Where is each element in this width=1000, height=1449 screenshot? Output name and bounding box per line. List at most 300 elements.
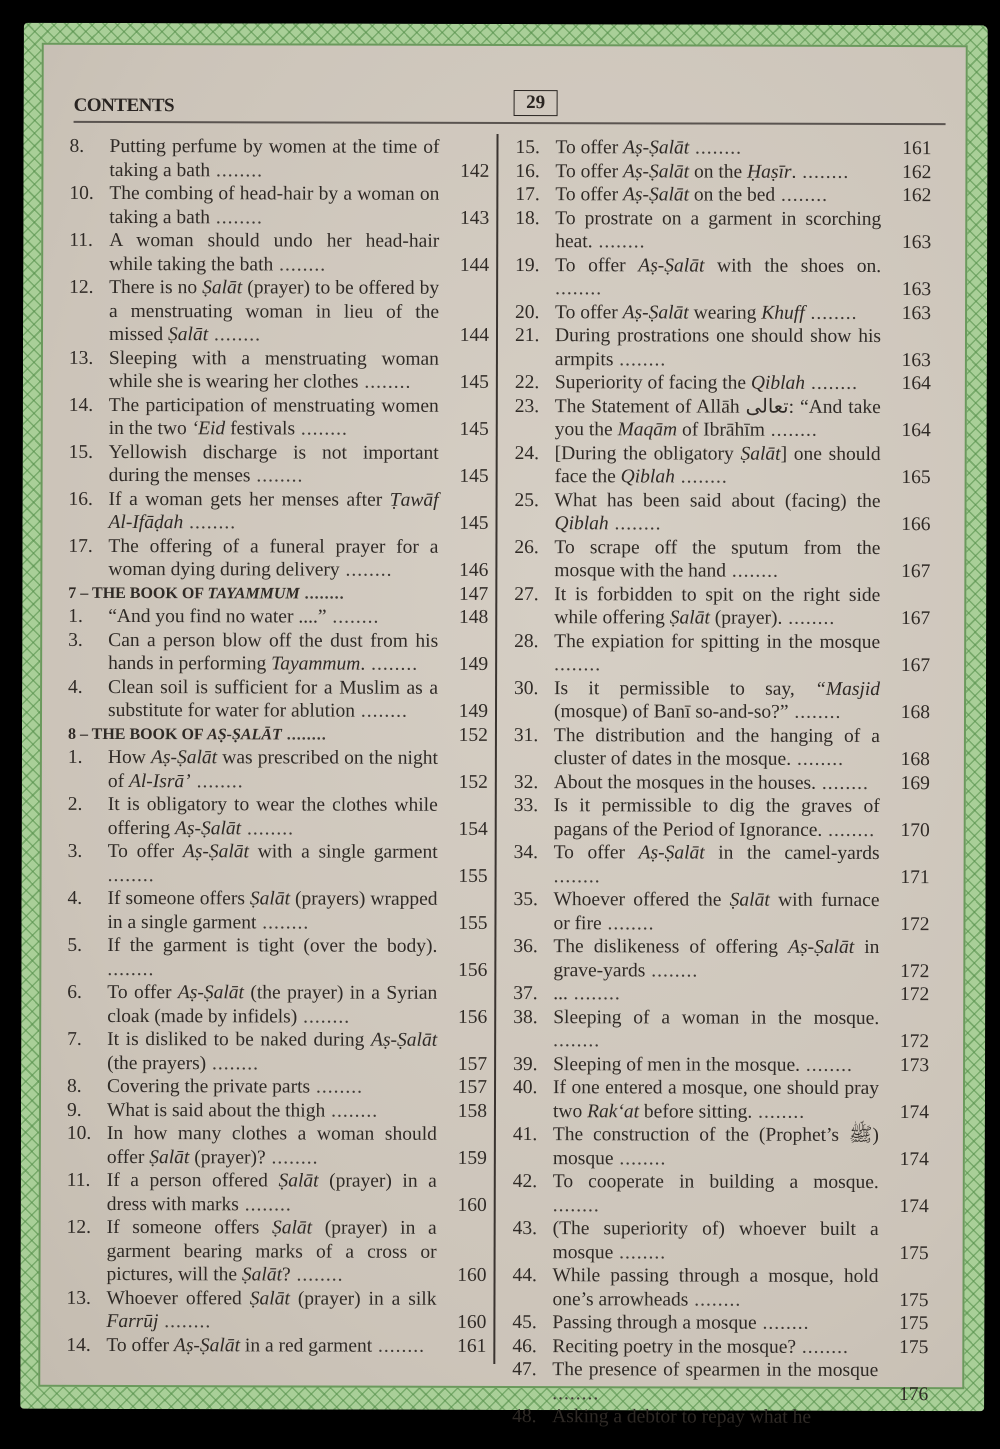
toc-entry-title: Covering the private parts ........ — [107, 1075, 364, 1098]
toc-entry[interactable] — [515, 160, 931, 185]
toc-page-number: 152 — [458, 724, 488, 746]
toc-entry[interactable] — [513, 1123, 929, 1171]
toc-entry-title: The construction of the (Prophet’s ﷺ) mosque ........ — [552, 1124, 879, 1169]
toc-entry[interactable] — [69, 276, 489, 348]
toc-entry-number: 1. — [68, 605, 83, 627]
dot-leader: ........ — [281, 725, 327, 744]
dot-leader: ........ — [788, 701, 842, 723]
toc-entry[interactable] — [515, 442, 931, 490]
toc-entry-number: 46. — [512, 1335, 537, 1357]
page-paper — [38, 43, 968, 1428]
toc-entry-number: 39. — [513, 1053, 538, 1075]
toc-entry-title: Sleeping of a woman in the mosque. ........ — [553, 1006, 880, 1052]
toc-entry[interactable] — [514, 794, 930, 842]
dot-leader: ........ — [295, 418, 348, 440]
toc-page-number: 145 — [459, 512, 489, 534]
dot-leader: ........ — [325, 1100, 379, 1122]
toc-entry-number: 11. — [69, 229, 93, 251]
toc-entry-title: To cooperate in building a mosque. ........ — [552, 1171, 879, 1216]
toc-page-number: 155 — [458, 912, 488, 934]
toc-entry-number: 47. — [512, 1359, 537, 1381]
toc-entry-title: ... ........ — [553, 983, 621, 1005]
toc-page-number: 162 — [902, 161, 932, 183]
toc-page-number: 155 — [458, 865, 488, 887]
toc-page-number: 161 — [902, 138, 932, 160]
toc-entry[interactable] — [512, 1335, 928, 1360]
toc-entry-title: To offer Aṣ-Ṣalāt with a single garment ........ — [107, 840, 438, 886]
toc-entry[interactable] — [69, 229, 489, 277]
toc-page-number: 168 — [900, 749, 930, 771]
toc-entry-number: 38. — [513, 1006, 538, 1028]
toc-entry[interactable] — [512, 1358, 928, 1406]
dot-leader: ........ — [805, 372, 858, 394]
toc-entry-title: If the garment is tight (over the body). ........ — [107, 934, 438, 980]
toc-entry-number: 27. — [514, 583, 539, 605]
toc-page-number: 147 — [459, 583, 489, 605]
dot-leader: ........ — [241, 817, 295, 839]
toc-page-number: 164 — [901, 420, 931, 442]
dot-leader: ........ — [726, 560, 779, 582]
toc-entry-number: 18. — [515, 207, 540, 229]
toc-entry-number: 8. — [67, 1075, 82, 1097]
dot-leader: ........ — [674, 466, 728, 488]
dot-leader: ........ — [555, 278, 603, 300]
toc-entry-number: 25. — [514, 489, 539, 511]
toc-entry-number: 30. — [514, 677, 539, 699]
toc-page-number: 143 — [460, 207, 490, 229]
toc-entry-title: Yellowish discharge is not important during the menses ........ — [108, 441, 439, 487]
toc-entry-number: 35. — [513, 889, 538, 911]
toc-page-number: 173 — [899, 1054, 930, 1076]
toc-entry-number: 4. — [68, 676, 83, 698]
toc-entry-number: 16. — [68, 488, 93, 510]
dot-leader: ........ — [822, 819, 876, 841]
toc-entry[interactable] — [68, 534, 488, 582]
toc-page-number: 163 — [901, 279, 932, 301]
toc-entry-number: 17. — [68, 535, 93, 557]
toc-entry-number: 8. — [69, 135, 85, 157]
toc-entry-title: What has been said about (facing) the Qiblah ........ — [554, 489, 881, 535]
toc-page-number: 161 — [457, 1335, 487, 1357]
dot-leader: ........ — [791, 748, 844, 770]
dot-leader: ........ — [107, 958, 155, 980]
dot-leader: ........ — [752, 1101, 806, 1123]
dot-leader: ........ — [553, 865, 601, 887]
page-title: CONTENTS — [73, 94, 175, 117]
toc-entry-number: 4. — [67, 887, 83, 909]
toc-entry[interactable] — [67, 1075, 487, 1100]
toc-entry-title: What is said about the thigh ........ — [106, 1099, 379, 1122]
column-divider — [493, 134, 498, 1364]
toc-entry-number: 9. — [66, 1099, 82, 1121]
toc-page-number: 174 — [899, 1195, 929, 1217]
dot-leader: ........ — [554, 654, 602, 676]
toc-page-number: 165 — [901, 467, 931, 489]
toc-entry-title: To offer Aṣ-Ṣalāt in a red garment ........ — [106, 1334, 426, 1357]
contents-right-column — [512, 136, 931, 1430]
toc-entry-title: How Aṣ-Ṣalāt was prescribed on the night of Al-Isrā’ ........ — [107, 746, 438, 792]
toc-entry[interactable] — [514, 724, 930, 772]
dot-leader: ........ — [208, 324, 262, 346]
dot-leader: ........ — [250, 465, 304, 487]
toc-entry[interactable] — [67, 1169, 487, 1217]
toc-entry-title: If one entered a mosque, one should pray two Rak‘at before sitting. ........ — [552, 1077, 880, 1123]
toc-entry[interactable] — [68, 840, 488, 888]
toc-entry-number: 12. — [66, 1216, 92, 1238]
toc-entry-title: Reciting poetry in the mosque? ........ — [552, 1335, 849, 1358]
toc-entry[interactable] — [513, 1053, 929, 1078]
toc-entry[interactable] — [68, 605, 488, 630]
toc-entry-title: [During the obligatory Ṣalāt] one should face the Qiblah ........ — [554, 442, 881, 488]
toc-page-number: 144 — [459, 254, 490, 276]
toc-entry-title: If a woman gets her menses after Ṭawāf Al-Ifāḍah ........ — [108, 488, 439, 534]
toc-page-number: 164 — [901, 373, 931, 395]
dot-leader: ........ — [601, 912, 655, 934]
toc-page-number: 176 — [898, 1383, 929, 1405]
toc-entry-number: 12. — [69, 276, 94, 298]
toc-entry[interactable] — [66, 1286, 486, 1334]
toc-entry-number: 15. — [515, 137, 540, 159]
toc-entry-number: 3. — [67, 840, 83, 862]
toc-entry[interactable] — [513, 1170, 929, 1218]
toc-entry[interactable] — [67, 1122, 487, 1170]
toc-page-number: 146 — [459, 559, 489, 581]
dot-leader: ........ — [689, 137, 743, 159]
toc-entry[interactable] — [514, 677, 930, 725]
toc-entry-title: (The superiority of) whoever built a mosque ........ — [552, 1218, 879, 1263]
toc-entry-number: 41. — [512, 1124, 538, 1146]
dot-leader: ........ — [613, 1147, 667, 1169]
toc-entry-title: To scrape off the sputum from the mosque with the hand ........ — [554, 536, 881, 582]
toc-entry[interactable] — [67, 1028, 487, 1076]
toc-section-heading[interactable] — [68, 722, 488, 747]
dot-leader: ........ — [756, 1312, 810, 1334]
toc-entry-title: Whoever offered the Ṣalāt with furnace or fire ........ — [553, 889, 880, 934]
toc-entry-title: The participation of menstruating women in the two ‘Eid festivals ........ — [108, 394, 439, 440]
dot-leader: ........ — [354, 700, 408, 722]
dot-leader: ........ — [608, 513, 662, 535]
toc-entry-title: The Statement of Allāh تعالى: “And take you the Maqām of Ibrāhīm ........ — [554, 395, 881, 441]
toc-page-number: 159 — [457, 1147, 487, 1169]
toc-entry-title: “And you find no water ....” ........ — [108, 605, 380, 628]
page-header — [74, 85, 946, 127]
toc-entry-number: 43. — [512, 1218, 538, 1240]
toc-entry[interactable] — [515, 324, 931, 372]
toc-entry-number: 23. — [514, 395, 540, 417]
toc-entry[interactable] — [68, 487, 488, 535]
toc-entry-number: 11. — [66, 1169, 91, 1191]
toc-page-number: 152 — [458, 771, 488, 793]
toc-entry-number: 5. — [67, 934, 83, 956]
toc-entry-title: The expiation for spitting in the mosque ........ — [554, 630, 881, 676]
dot-leader: ........ — [158, 1311, 212, 1333]
toc-entry-number: 34. — [513, 842, 539, 864]
toc-entry[interactable] — [69, 440, 489, 488]
toc-page-number: 167 — [900, 608, 931, 630]
toc-entry[interactable] — [514, 630, 930, 678]
dot-leader: ........ — [310, 1076, 364, 1098]
toc-entry-number: 33. — [513, 795, 539, 817]
dot-leader: ........ — [688, 1288, 742, 1311]
dot-leader: ........ — [265, 1146, 319, 1169]
toc-entry-number: 48. — [512, 1406, 537, 1428]
dot-leader: ........ — [256, 911, 310, 933]
toc-entry-title: To offer Aṣ-Ṣalāt with the shoes on. ........ — [555, 254, 882, 300]
toc-page-number: 162 — [902, 185, 932, 207]
toc-entry-title: To offer Aṣ-Ṣalāt in the camel-yards ........ — [553, 842, 880, 887]
toc-entry[interactable] — [514, 489, 930, 537]
dot-leader: ........ — [358, 371, 412, 393]
book-page — [20, 23, 988, 1428]
toc-entry-number: 32. — [513, 771, 539, 793]
toc-entry[interactable] — [513, 888, 929, 936]
toc-entry-title: Is it permissible to dig the graves of pagans of the Period of Ignorance. ........ — [553, 795, 880, 841]
toc-page-number: 154 — [458, 818, 488, 840]
toc-page-number: 160 — [457, 1264, 487, 1286]
toc-page-number: 175 — [899, 1242, 929, 1264]
toc-entry-title: The presence of spearmen in the mosque ........ — [552, 1359, 879, 1404]
page-number-box: 29 — [514, 90, 558, 116]
toc-page-number: 175 — [899, 1289, 929, 1311]
dot-leader: ........ — [190, 770, 244, 792]
toc-entry[interactable] — [514, 771, 930, 796]
dot-leader: ........ — [782, 607, 836, 629]
toc-page-number: 167 — [901, 561, 931, 583]
toc-entry[interactable] — [68, 628, 488, 676]
toc-entry-number: 20. — [515, 301, 540, 323]
toc-page-number: 149 — [458, 653, 489, 675]
toc-entry-title: Clean soil is sufficient for a Muslim as a substitute for water for ablution ........ — [107, 676, 439, 722]
toc-page-number: 145 — [459, 418, 489, 440]
toc-page-number: 174 — [899, 1101, 929, 1123]
toc-entry-title: A woman should undo her head-hair while taking the bath ........ — [109, 229, 440, 276]
toc-entry[interactable] — [512, 1311, 928, 1336]
toc-page-number: 144 — [459, 324, 490, 346]
toc-entry[interactable] — [513, 982, 929, 1007]
toc-page-number: 170 — [900, 819, 930, 841]
toc-entry[interactable] — [67, 981, 487, 1029]
dot-leader: ........ — [775, 184, 829, 206]
toc-page-number: 166 — [901, 514, 931, 536]
contents-left-column — [66, 135, 489, 1358]
toc-entry-number: 24. — [514, 442, 540, 464]
dot-leader: ........ — [804, 302, 858, 324]
dot-leader: ........ — [297, 1005, 351, 1028]
toc-page-number: 145 — [459, 465, 489, 487]
toc-page-number: 148 — [458, 606, 489, 628]
toc-entry[interactable] — [513, 1076, 929, 1124]
dot-leader: ........ — [210, 159, 264, 181]
toc-page-number: 142 — [460, 160, 490, 182]
toc-entry[interactable] — [513, 935, 929, 983]
toc-entry[interactable] — [515, 371, 931, 396]
toc-entry-title: To prostrate on a garment in scorching heat. ........ — [555, 207, 882, 253]
toc-page-number: 172 — [900, 960, 930, 982]
toc-page-number: 175 — [899, 1336, 929, 1358]
toc-entry[interactable] — [68, 746, 488, 794]
dot-leader: ........ — [613, 348, 667, 370]
dot-leader: ........ — [372, 1335, 426, 1357]
toc-entry-title: Sleeping with a menstruating woman while she is wearing her clothes ........ — [108, 347, 439, 393]
toc-entry-title: 7 – THE BOOK OF TAYAMMUM ........ — [68, 584, 345, 603]
dot-leader: ........ — [567, 983, 621, 1005]
toc-entry-number: 2. — [67, 793, 83, 815]
toc-entry-title: The offering of a funeral prayer for a woman dying during delivery ........ — [108, 535, 439, 581]
toc-page-number: 163 — [901, 349, 931, 371]
toc-entry-title: Sleeping of men in the mosque. ........ — [553, 1053, 853, 1076]
toc-page-number: 157 — [457, 1076, 488, 1098]
toc-page-number: 171 — [900, 866, 930, 888]
toc-entry[interactable] — [66, 1333, 486, 1358]
toc-entry-title: About the mosques in the houses. ........ — [553, 771, 869, 794]
dot-leader: ........ — [365, 653, 419, 675]
toc-page-number: 157 — [457, 1053, 488, 1075]
toc-entry[interactable] — [515, 136, 931, 161]
dot-leader: ........ — [815, 772, 869, 794]
dot-leader: ........ — [553, 1030, 601, 1052]
dot-leader: ........ — [613, 1241, 667, 1263]
toc-page-number: 168 — [900, 702, 931, 724]
toc-entry-number: 13. — [68, 347, 94, 369]
toc-page-number: 158 — [457, 1100, 487, 1122]
dot-leader: ........ — [238, 1193, 292, 1215]
dot-leader: ........ — [552, 1194, 600, 1216]
toc-page-number: 174 — [899, 1148, 929, 1170]
toc-entry-number: 7. — [67, 1028, 82, 1050]
toc-page-number: 163 — [901, 232, 932, 254]
toc-entry-number: 31. — [513, 724, 539, 746]
toc-page-number: 149 — [458, 700, 489, 722]
toc-entry-title: It is disliked to be naked during Aṣ-Ṣalāt (the prayers) ........ — [107, 1028, 438, 1074]
toc-entry-number: 40. — [513, 1077, 538, 1099]
toc-entry-title: 8 – THE BOOK OF AṢ-ṢALĀT ........ — [67, 725, 327, 744]
dot-leader: ........ — [796, 1336, 849, 1358]
dot-leader: ........ — [764, 419, 818, 441]
toc-entry[interactable] — [514, 841, 930, 889]
toc-entry-title: The combing of head-hair by a woman on taking a bath ........ — [109, 182, 440, 228]
toc-entry-number: 16. — [515, 160, 540, 182]
toc-entry-title: The dislikeness of offering Aṣ-Ṣalāt in grave-yards ........ — [553, 936, 880, 982]
toc-entry-title: Is it permissible to say, “Masjid (mosque) of Banī so-and-so?” ........ — [553, 677, 881, 723]
dot-leader: ........ — [645, 959, 699, 982]
toc-entry-number: 45. — [512, 1312, 537, 1334]
toc-entry[interactable] — [68, 675, 488, 723]
dot-leader: ........ — [796, 161, 850, 183]
dot-leader: ........ — [290, 1264, 344, 1286]
toc-entry-title: Putting perfume by women at the time of taking a bath ........ — [109, 135, 440, 181]
toc-entry-title: To offer Aṣ-Ṣalāt wearing Khuff ........ — [555, 301, 858, 324]
dot-leader: ........ — [273, 253, 327, 276]
toc-entry[interactable] — [512, 1264, 928, 1312]
toc-entry-title: While passing through a mosque, hold one’s arrowheads ........ — [552, 1265, 879, 1311]
dot-leader: ........ — [800, 1054, 853, 1076]
dot-leader: ........ — [299, 584, 345, 603]
toc-entry-number: 3. — [68, 629, 83, 651]
toc-entry-number: 44. — [512, 1265, 537, 1287]
toc-entry[interactable] — [515, 183, 931, 208]
toc-entry-title: If a person offered Ṣalāt (prayer) in a dress with marks ........ — [106, 1169, 437, 1215]
toc-entry-title: To offer Aṣ-Ṣalāt ........ — [555, 137, 743, 159]
dot-leader: ........ — [206, 1052, 260, 1074]
toc-page-number: 156 — [457, 1006, 488, 1028]
toc-entry-title: If someone offers Ṣalāt (prayers) wrapped in a single garment ........ — [107, 887, 438, 933]
toc-entry[interactable] — [67, 934, 487, 982]
toc-entry-title: It is forbidden to spit on the right side while offering Ṣalāt (prayer). ........ — [554, 583, 881, 629]
toc-entry-number: 22. — [514, 372, 540, 394]
toc-entry[interactable] — [512, 1405, 928, 1430]
toc-entry-number: 6. — [67, 981, 82, 1003]
toc-entry-number: 17. — [515, 184, 540, 206]
toc-entry[interactable] — [514, 536, 930, 584]
toc-entry-title: During prostrations one should show his armpits ........ — [554, 325, 882, 370]
toc-entry-number: 10. — [66, 1122, 92, 1144]
toc-entry-title: Whoever offered Ṣalāt (prayer) in a silk Farrūj ........ — [106, 1287, 437, 1333]
toc-entry-number: 36. — [513, 936, 538, 958]
toc-entry-number: 1. — [67, 746, 83, 768]
toc-entry-number: 14. — [68, 394, 94, 416]
toc-page-number: 169 — [900, 772, 930, 794]
toc-entry-title: To offer Aṣ-Ṣalāt (the prayer) in a Syrian cloak (made by infidels) ........ — [107, 981, 438, 1028]
toc-entry-number: 28. — [514, 630, 539, 652]
toc-entry[interactable] — [69, 393, 489, 441]
toc-entry[interactable] — [69, 135, 489, 183]
toc-entry[interactable] — [513, 1217, 929, 1265]
toc-entry[interactable] — [67, 1216, 487, 1288]
toc-page-number: 145 — [459, 371, 489, 393]
toc-entry[interactable] — [514, 583, 930, 631]
toc-entry[interactable] — [69, 346, 489, 394]
toc-entry-number: 37. — [513, 983, 538, 1005]
toc-page-number: 172 — [899, 1031, 930, 1053]
toc-entry[interactable] — [515, 395, 931, 443]
toc-entry[interactable] — [67, 1098, 487, 1123]
toc-entry[interactable] — [68, 793, 488, 841]
toc-page-number: 172 — [900, 913, 930, 935]
toc-entry[interactable] — [67, 887, 487, 935]
toc-entry-title: If someone offers Ṣalāt (prayer) in a garment bearing marks of a cross or pictures, will the Ṣalāt? ........ — [106, 1216, 437, 1286]
toc-entry[interactable] — [515, 301, 931, 326]
dot-leader: ........ — [552, 1382, 600, 1404]
dot-leader: ........ — [339, 559, 393, 581]
toc-entry-number: 15. — [68, 441, 94, 463]
toc-page-number: 156 — [458, 959, 488, 981]
dot-leader: ........ — [326, 606, 380, 628]
toc-section-heading[interactable] — [68, 581, 488, 606]
toc-entry[interactable] — [69, 182, 489, 230]
toc-entry-title: Superiority of facing the Qiblah ........ — [554, 372, 858, 394]
toc-entry[interactable] — [513, 1006, 929, 1054]
toc-entry-title: Asking a debtor to repay what he — [552, 1406, 812, 1428]
toc-page-number: 160 — [457, 1194, 487, 1216]
toc-entry-title: The distribution and the hanging of a cluster of dates in the mosque. ........ — [553, 724, 880, 770]
toc-page-number: 160 — [457, 1311, 487, 1333]
toc-entry[interactable] — [515, 207, 931, 255]
header-rule — [74, 121, 946, 125]
dot-leader: ........ — [107, 864, 155, 886]
toc-entry-number: 10. — [69, 182, 94, 204]
toc-entry-title: In how many clothes a woman should offer Ṣalāt (prayer)? ........ — [106, 1122, 437, 1169]
toc-page-number: 175 — [899, 1313, 929, 1335]
dot-leader: ........ — [592, 231, 646, 253]
toc-entry-number: 21. — [514, 325, 540, 347]
toc-page-number: 172 — [899, 984, 930, 1006]
dot-leader: ........ — [183, 512, 237, 534]
toc-entry-title: To offer Aṣ-Ṣalāt on the Ḥaṣīr. ........ — [555, 160, 850, 183]
toc-entry-number: 19. — [515, 254, 540, 276]
toc-entry-title: To offer Aṣ-Ṣalāt on the bed ........ — [555, 184, 829, 206]
toc-entry[interactable] — [515, 254, 931, 302]
toc-entry-title: It is obligatory to wear the clothes while offering Aṣ-Ṣalāt ........ — [107, 793, 438, 839]
